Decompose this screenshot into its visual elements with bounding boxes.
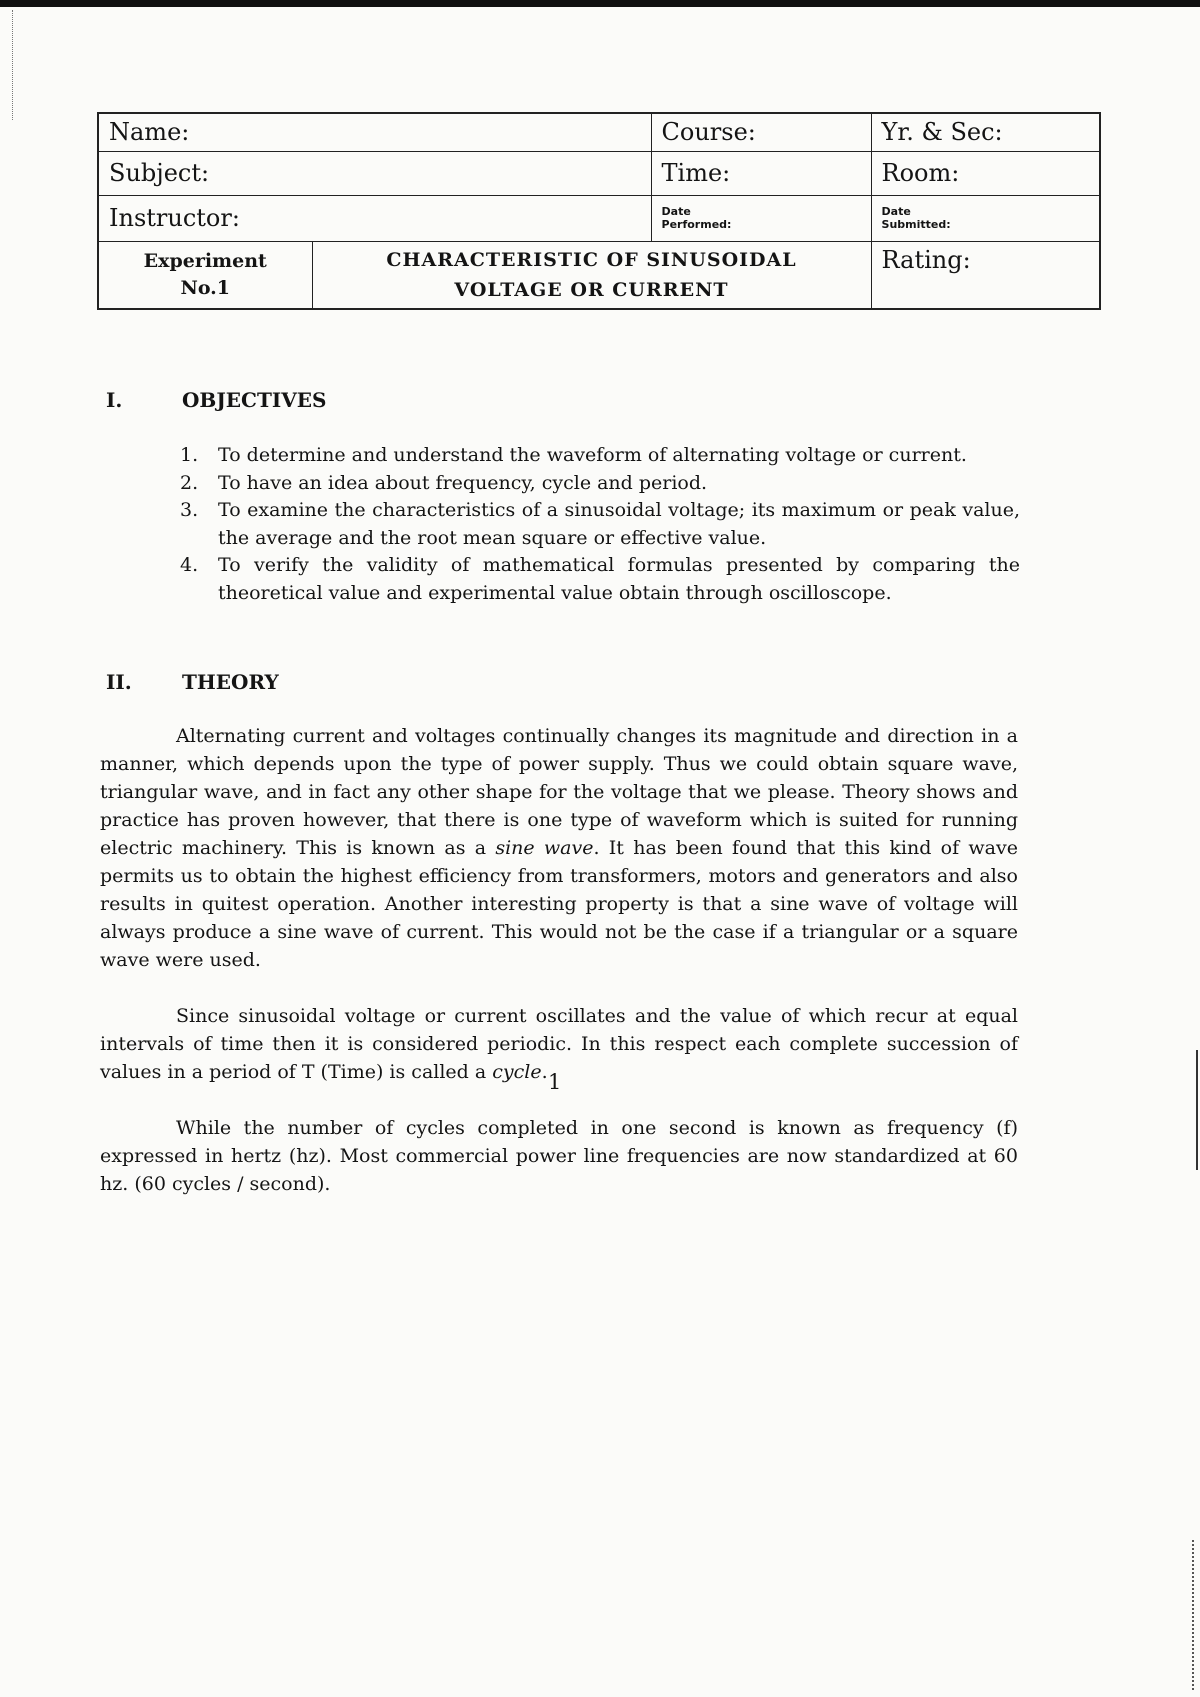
theory-paragraph-1 xyxy=(100,722,1018,974)
yr-sec-label: Yr. & Sec: xyxy=(881,118,1003,147)
subject-field[interactable] xyxy=(98,151,651,195)
experiment-title-cell xyxy=(312,241,871,309)
list-item xyxy=(180,552,1020,607)
list-item-text: To examine the characteristics of a sinusoidal voltage; its maximum or peak value, the average and the root mean square or effective value. xyxy=(218,499,1020,549)
theory-p1-text-continued: . It has been found that this kind of wave permits us to obtain the highest efficiency from transformers, motors and generators and also results in quitest operation. Another interesting property is that a sine wave of voltage will always produce a sine wave of current. This would not be the case if a triangular or a square wave were used. xyxy=(100,837,1018,971)
course-field[interactable] xyxy=(651,113,871,151)
scan-left-edge xyxy=(12,10,14,120)
room-field[interactable] xyxy=(871,151,1100,195)
rating-label: Rating: xyxy=(881,245,971,274)
date-submitted-field[interactable] xyxy=(871,195,1100,241)
experiment-number-cell xyxy=(98,241,312,309)
instructor-label: Instructor: xyxy=(109,204,240,232)
experiment-label: Experiment xyxy=(143,249,267,272)
theory-p3-text: While the number of cycles completed in one second is known as frequency (f) expressed in hertz (hz). Most commercial power line frequencies are now standardized at 60 hz. (60 cycles / second). xyxy=(100,1117,1018,1195)
theory-p2-emphasis: cycle xyxy=(492,1061,542,1083)
theory-p2-text: Since sinusoidal voltage or current oscillates and the value of which recur at equal intervals of time then it is considered periodic. In this respect each complete succession of values in a period of T (Time) is called a xyxy=(100,1005,1018,1083)
date-performed-field[interactable] xyxy=(651,195,871,241)
rating-field[interactable] xyxy=(871,241,1100,309)
name-label: Name: xyxy=(109,118,190,147)
list-item xyxy=(180,442,1020,470)
date-submitted-label: Date Submitted: xyxy=(881,205,951,231)
list-item-text: To have an idea about frequency, cycle and period. xyxy=(218,471,708,494)
time-field[interactable] xyxy=(651,151,871,195)
list-item-text: To verify the validity of mathematical formulas presented by comparing the theoretical value and experimental value obtain through oscilloscope. xyxy=(218,554,1020,604)
experiment-title-line2: VOLTAGE OR CURRENT xyxy=(454,278,729,301)
instructor-field[interactable] xyxy=(98,195,651,241)
list-item xyxy=(180,470,1020,498)
experiment-number: No.1 xyxy=(180,276,231,299)
theory-p1-text: Alternating current and voltages continually changes its magnitude and direction in a manner, which depends upon the type of power supply. Thus we could obtain square wave, triangular wave, and in fact any other shape for the voltage that we please. Theory shows and practice has proven however, that there is one type of waveform which is suited for running electric machinery. This is known as a xyxy=(100,725,1018,859)
date-performed-label: Date Performed: xyxy=(661,205,732,231)
theory-paragraph-3 xyxy=(100,1114,1018,1198)
list-item-text: To determine and understand the waveform of alternating voltage or current. xyxy=(218,444,967,466)
objectives-numeral: I. xyxy=(106,388,123,412)
list-item-number: 4. xyxy=(180,554,199,576)
course-label: Course: xyxy=(661,118,756,147)
objectives-heading xyxy=(106,388,326,412)
yr-sec-field[interactable] xyxy=(871,113,1100,151)
theory-numeral: II. xyxy=(106,670,132,694)
theory-title: THEORY xyxy=(182,670,279,694)
list-item xyxy=(180,497,1020,552)
scan-right-edge xyxy=(1196,1050,1198,1170)
theory-p1-emphasis: sine wave xyxy=(495,837,594,859)
page-number: 1 xyxy=(548,1070,562,1094)
list-item-number: 1. xyxy=(180,444,199,466)
theory-p2-text-continued: . xyxy=(541,1061,548,1083)
scan-top-edge xyxy=(0,0,1200,7)
theory-heading xyxy=(106,670,279,694)
time-label: Time: xyxy=(661,159,731,187)
list-item-number: 2. xyxy=(180,471,199,494)
scan-right-edge-lower xyxy=(1192,1540,1196,1690)
room-label: Room: xyxy=(881,159,960,187)
experiment-title-line1: CHARACTERISTIC OF SINUSOIDAL xyxy=(386,248,797,271)
objectives-list xyxy=(180,442,1020,607)
objectives-title: OBJECTIVES xyxy=(182,388,327,412)
list-item-number: 3. xyxy=(180,499,199,521)
subject-label: Subject: xyxy=(109,159,210,187)
header-info-table xyxy=(97,112,1101,310)
name-field[interactable] xyxy=(98,113,651,151)
